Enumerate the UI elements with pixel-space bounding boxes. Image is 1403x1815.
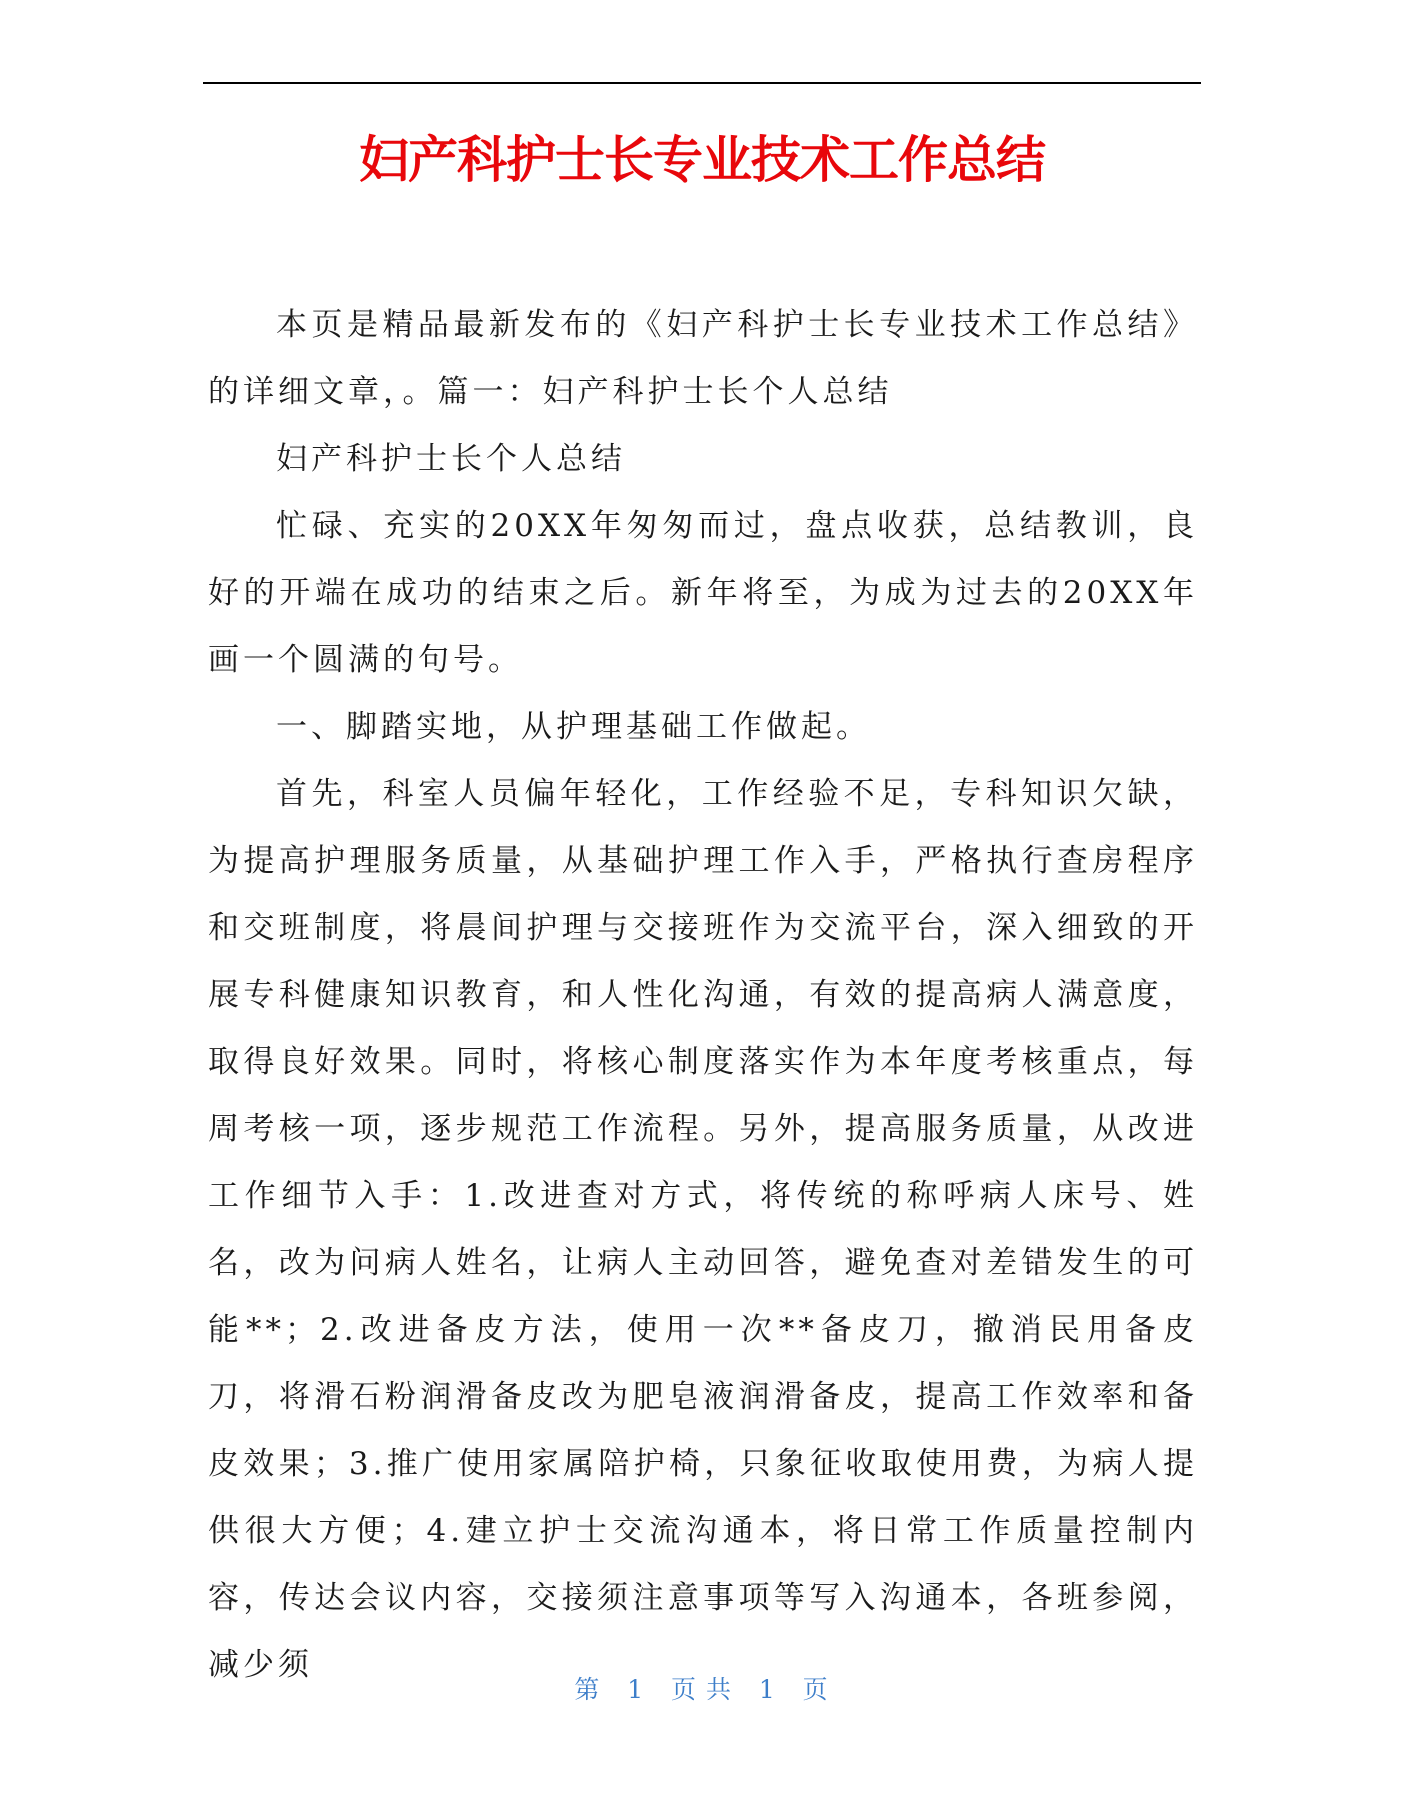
footer-prefix: 第 <box>574 1675 601 1704</box>
header-rule <box>203 82 1201 84</box>
paragraph-opening: 忙碌、充实的20XX年匆匆而过，盘点收获，总结教训，良好的开端在成功的结束之后。新年将至，为成为过去的20XX年画一个圆满的句号。 <box>208 508 1198 678</box>
footer-suffix: 页 <box>802 1675 829 1704</box>
footer-page-total: 1 <box>758 1675 776 1704</box>
paragraph-section-1: 首先，科室人员偏年轻化，工作经验不足，专科知识欠缺，为提高护理服务质量，从基础护理工作入手，严格执行查房程序和交班制度，将晨间护理与交接班作为交流平台，深入细致的开展专科健康知识教育，和人性化沟通，有效的提高病人满意度，取得良好效果。同时，将核心制度落实作为本年度考核重点，每周考核一项，逐步规范工作流程。另外，提高服务质量，从改进工作细节入手：1.改进查对方式，将传统的称呼病人床号、姓名，改为问病人姓名，让病人主动回答，避免查对差错发生的可能**；2.改进备皮方法，使用一次**备皮刀，撤消民用备皮刀，将滑石粉润滑备皮改为肥皂液润滑备皮，提高工作效率和备皮效果；3.推广使用家属陪护椅，只象征收取使用费，为病人提供很大方便；4.建立护士交流沟通本，将日常工作质量控制内容，传达会议内容，交接须注意事项等写入沟通本，各班参阅，减少须 <box>208 776 1198 1683</box>
footer-middle: 页 共 <box>671 1675 732 1704</box>
footer-page-current: 1 <box>627 1675 645 1704</box>
document-title: 妇产科护士长专业技术工作总结 <box>359 131 1045 189</box>
paragraph-intro: 本页是精品最新发布的《妇产科护士长专业技术工作总结》的详细文章，。篇一：妇产科护士长个人总结 <box>208 307 1198 410</box>
paragraph-subtitle: 妇产科护士长个人总结 <box>276 441 626 477</box>
page-footer <box>0 1670 1403 1710</box>
document-body <box>208 292 1198 1699</box>
section-heading-1: 一、脚踏实地，从护理基础工作做起。 <box>276 709 871 745</box>
